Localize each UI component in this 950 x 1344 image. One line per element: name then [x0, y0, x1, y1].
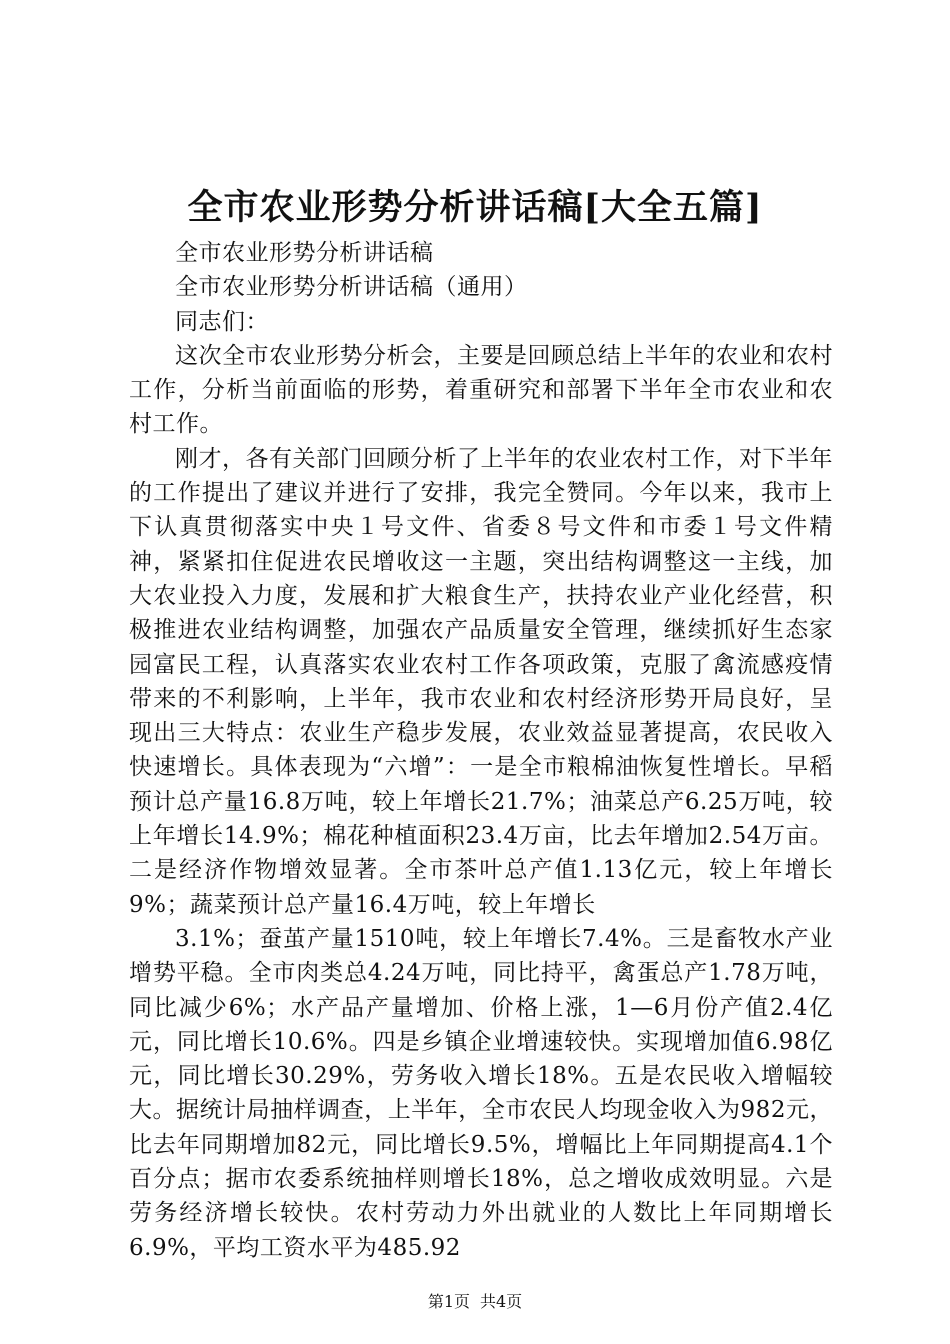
document-body — [129, 236, 833, 1265]
paragraph-subtitle-general: 全市农业形势分析讲话稿（通用） — [175, 274, 528, 301]
document-title: 全市农业形势分析讲话稿[大全五篇] — [187, 187, 763, 228]
paragraph-intro: 这次全市农业形势分析会，主要是回顾总结上半年的农业和农村工作，分析当前面临的形势，着重研究和部署下半年全市农业和农村工作。 — [129, 342, 833, 438]
page-number: 第1页 — [427, 1292, 470, 1311]
page-footer — [0, 1290, 950, 1314]
paragraph-statistics: 3.1%；蚕茧产量1510吨，较上年增长7.4%。三是畜牧水产业增势平稳。全市肉类总4.24万吨，同比持平，禽蛋总产1.78万吨，同比减少6%；水产品产量增加、价格上涨，1—6月份产值2.4亿元，同比增长10.6%。四是乡镇企业增速较快。实现增加值6.98亿元，同比增长30.29%，劳务收入增长18%。五是农民收入增幅较大。据统计局抽样调查，上半年，全市农民人均现金收入为982元，比去年同期增加82元，同比增长9.5%，增幅比上年同期提高4.1个百分点；据市农委系统抽样则增长18%，总之增收成效明显。六是劳务经济增长较快。农村劳动力外出就业的人数比上年同期增长6.9%，平均工资水平为485.92 — [129, 925, 834, 1261]
paragraph-review: 刚才，各有关部门回顾分析了上半年的农业农村工作，对下半年的工作提出了建议并进行了安排，我完全赞同。今年以来，我市上下认真贯彻落实中央１号文件、省委８号文件和市委１号文件精神，紧紧扣住促进农民增收这一主题，突出结构调整这一主线，加大农业投入力度，发展和扩大粮食生产，扶持农业产业化经营，积极推进农业结构调整，加强农产品质量安全管理，继续抓好生态家园富民工程，认真落实农业农村工作各项政策，克服了禽流感疫情带来的不利影响，上半年，我市农业和农村经济形势开局良好，呈现出三大特点：农业生产稳步发展，农业效益显著提高，农民收入快速增长。具体表现为“六增”：一是全市粮棉油恢复性增长。早稻预计总产量16.8万吨，较上年增长21.7%；油菜总产6.25万吨，较上年增长14.9%；棉花种植面积23.4万亩，比去年增加2.54万亩。二是经济作物增效显著。全市茶叶总产值1.13亿元，较上年增长9%；蔬菜预计总产量16.4万吨，较上年增长 — [129, 445, 833, 918]
paragraph-subtitle: 全市农业形势分析讲话稿 — [175, 240, 434, 266]
page-total: 共4页 — [480, 1292, 523, 1311]
paragraph-salutation: 同志们： — [175, 308, 269, 335]
